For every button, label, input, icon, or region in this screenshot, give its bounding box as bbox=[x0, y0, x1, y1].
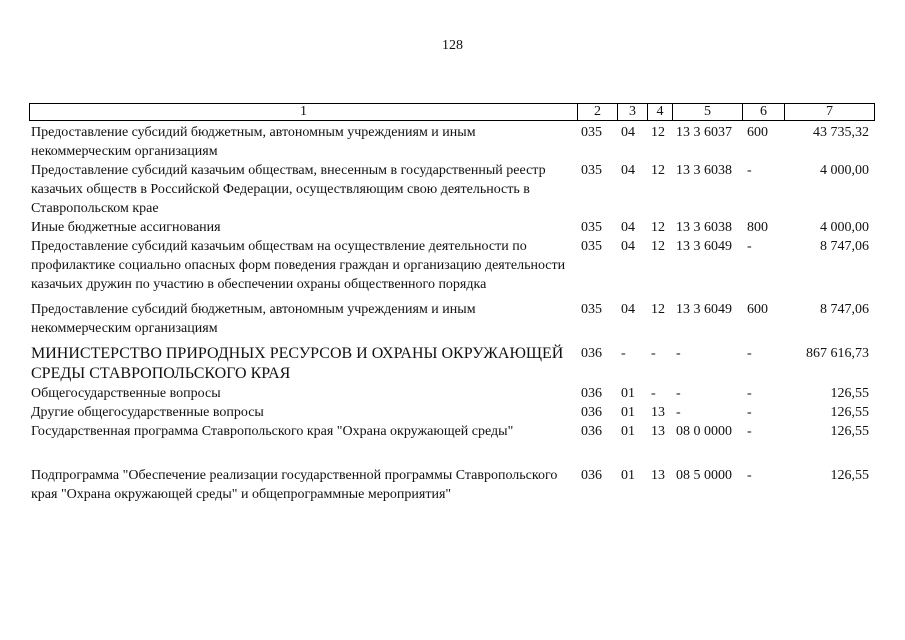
column-header-7: 7 bbox=[785, 104, 875, 121]
row-section: 04 bbox=[621, 302, 635, 317]
row-subsection: 13 bbox=[651, 424, 665, 439]
row-ministry-code: 035 bbox=[581, 125, 602, 140]
row-ministry-code: 036 bbox=[581, 468, 602, 483]
row-subsection: - bbox=[651, 346, 656, 361]
table-row-ministry bbox=[29, 344, 874, 384]
row-expense-type: 800 bbox=[747, 220, 768, 235]
table-row bbox=[29, 218, 874, 237]
row-target-article: 08 5 0000 bbox=[676, 468, 732, 483]
row-name: Общегосударственные вопросы bbox=[31, 386, 221, 401]
row-ministry-code: 035 bbox=[581, 302, 602, 317]
row-name: Государственная программа Ставропольского края "Охрана окружающей среды" bbox=[31, 424, 514, 439]
row-subsection: - bbox=[651, 386, 656, 401]
row-target-article: 13 3 6037 bbox=[676, 125, 732, 140]
row-ministry-code: 035 bbox=[581, 220, 602, 235]
row-expense-type: 600 bbox=[747, 302, 768, 317]
row-expense-type: - bbox=[747, 468, 752, 483]
row-target-article: 13 3 6049 bbox=[676, 302, 732, 317]
column-header-3: 3 bbox=[618, 104, 648, 121]
row-subsection: 13 bbox=[651, 468, 665, 483]
row-section: - bbox=[621, 346, 626, 361]
row-name: Подпрограмма "Обеспечение реализации государственной программы Ставропольского края "Охрана окружающей среды" и общепрограммные мероприятия" bbox=[31, 468, 558, 502]
row-spacer bbox=[29, 441, 874, 466]
row-name: Предоставление субсидий казачьим обществам на осуществление деятельности по профилактике социально опасных форм поведения граждан и организацию деятельности казачьих дружин по участию в обеспечении охраны общественного порядка bbox=[31, 239, 566, 292]
row-expense-type: - bbox=[747, 346, 752, 361]
row-ministry-code: 035 bbox=[581, 239, 602, 254]
row-name: Предоставление субсидий бюджетным, автономным учреждениям и иным некоммерческим организациям bbox=[31, 302, 476, 336]
row-section: 04 bbox=[621, 220, 635, 235]
row-amount: 4 000,00 bbox=[820, 163, 869, 178]
column-header-6: 6 bbox=[743, 104, 785, 121]
column-header-2: 2 bbox=[578, 104, 618, 121]
row-target-article: - bbox=[676, 386, 681, 401]
column-header-5: 5 bbox=[673, 104, 743, 121]
row-target-article: 08 0 0000 bbox=[676, 424, 732, 439]
row-target-article: 13 3 6038 bbox=[676, 163, 732, 178]
table-row bbox=[29, 300, 874, 338]
row-amount: 867 616,73 bbox=[806, 346, 869, 361]
row-subsection: 12 bbox=[651, 302, 665, 317]
row-subsection: 12 bbox=[651, 163, 665, 178]
row-expense-type: - bbox=[747, 424, 752, 439]
row-subsection: 13 bbox=[651, 405, 665, 420]
row-section: 04 bbox=[621, 163, 635, 178]
column-header-1: 1 bbox=[30, 104, 578, 121]
row-section: 01 bbox=[621, 424, 635, 439]
column-header-4: 4 bbox=[648, 104, 673, 121]
table-row bbox=[29, 237, 874, 294]
row-ministry-code: 035 bbox=[581, 163, 602, 178]
row-subsection: 12 bbox=[651, 220, 665, 235]
table-row bbox=[29, 403, 874, 422]
row-name: МИНИСТЕРСТВО ПРИРОДНЫХ РЕСУРСОВ И ОХРАНЫ ОКРУЖАЮЩЕЙ СРЕДЫ СТАВРОПОЛЬСКОГО КРАЯ bbox=[31, 345, 564, 382]
row-amount: 126,55 bbox=[830, 424, 869, 439]
row-amount: 8 747,06 bbox=[820, 302, 869, 317]
row-target-article: 13 3 6049 bbox=[676, 239, 732, 254]
row-target-article: - bbox=[676, 405, 681, 420]
table-row bbox=[29, 161, 874, 218]
row-section: 01 bbox=[621, 405, 635, 420]
row-ministry-code: 036 bbox=[581, 405, 602, 420]
row-expense-type: 600 bbox=[747, 125, 768, 140]
page-number: 128 bbox=[442, 38, 463, 53]
row-ministry-code: 036 bbox=[581, 386, 602, 401]
row-ministry-code: 036 bbox=[581, 424, 602, 439]
row-section: 04 bbox=[621, 125, 635, 140]
row-expense-type: - bbox=[747, 405, 752, 420]
row-section: 01 bbox=[621, 386, 635, 401]
row-amount: 43 735,32 bbox=[813, 125, 869, 140]
row-amount: 4 000,00 bbox=[820, 220, 869, 235]
row-expense-type: - bbox=[747, 386, 752, 401]
row-amount: 126,55 bbox=[830, 468, 869, 483]
table-row bbox=[29, 123, 874, 161]
table-row bbox=[29, 466, 874, 504]
row-expense-type: - bbox=[747, 163, 752, 178]
row-target-article: - bbox=[676, 346, 681, 361]
row-name: Предоставление субсидий казачьим обществам, внесенным в государственный реестр казачьих обществ в Российской Федерации, осуществляющим свою деятельность в Ставропольском крае bbox=[31, 163, 546, 216]
row-subsection: 12 bbox=[651, 125, 665, 140]
row-name: Иные бюджетные ассигнования bbox=[31, 220, 221, 235]
row-amount: 126,55 bbox=[830, 386, 869, 401]
table-row bbox=[29, 384, 874, 403]
row-section: 04 bbox=[621, 239, 635, 254]
row-name: Другие общегосударственные вопросы bbox=[31, 405, 264, 420]
row-amount: 126,55 bbox=[830, 405, 869, 420]
row-target-article: 13 3 6038 bbox=[676, 220, 732, 235]
table-body bbox=[29, 123, 874, 504]
row-ministry-code: 036 bbox=[581, 346, 602, 361]
row-expense-type: - bbox=[747, 239, 752, 254]
row-name: Предоставление субсидий бюджетным, автономным учреждениям и иным некоммерческим организациям bbox=[31, 125, 476, 159]
row-subsection: 12 bbox=[651, 239, 665, 254]
table-row bbox=[29, 422, 874, 441]
table-header bbox=[29, 103, 875, 121]
row-section: 01 bbox=[621, 468, 635, 483]
row-amount: 8 747,06 bbox=[820, 239, 869, 254]
